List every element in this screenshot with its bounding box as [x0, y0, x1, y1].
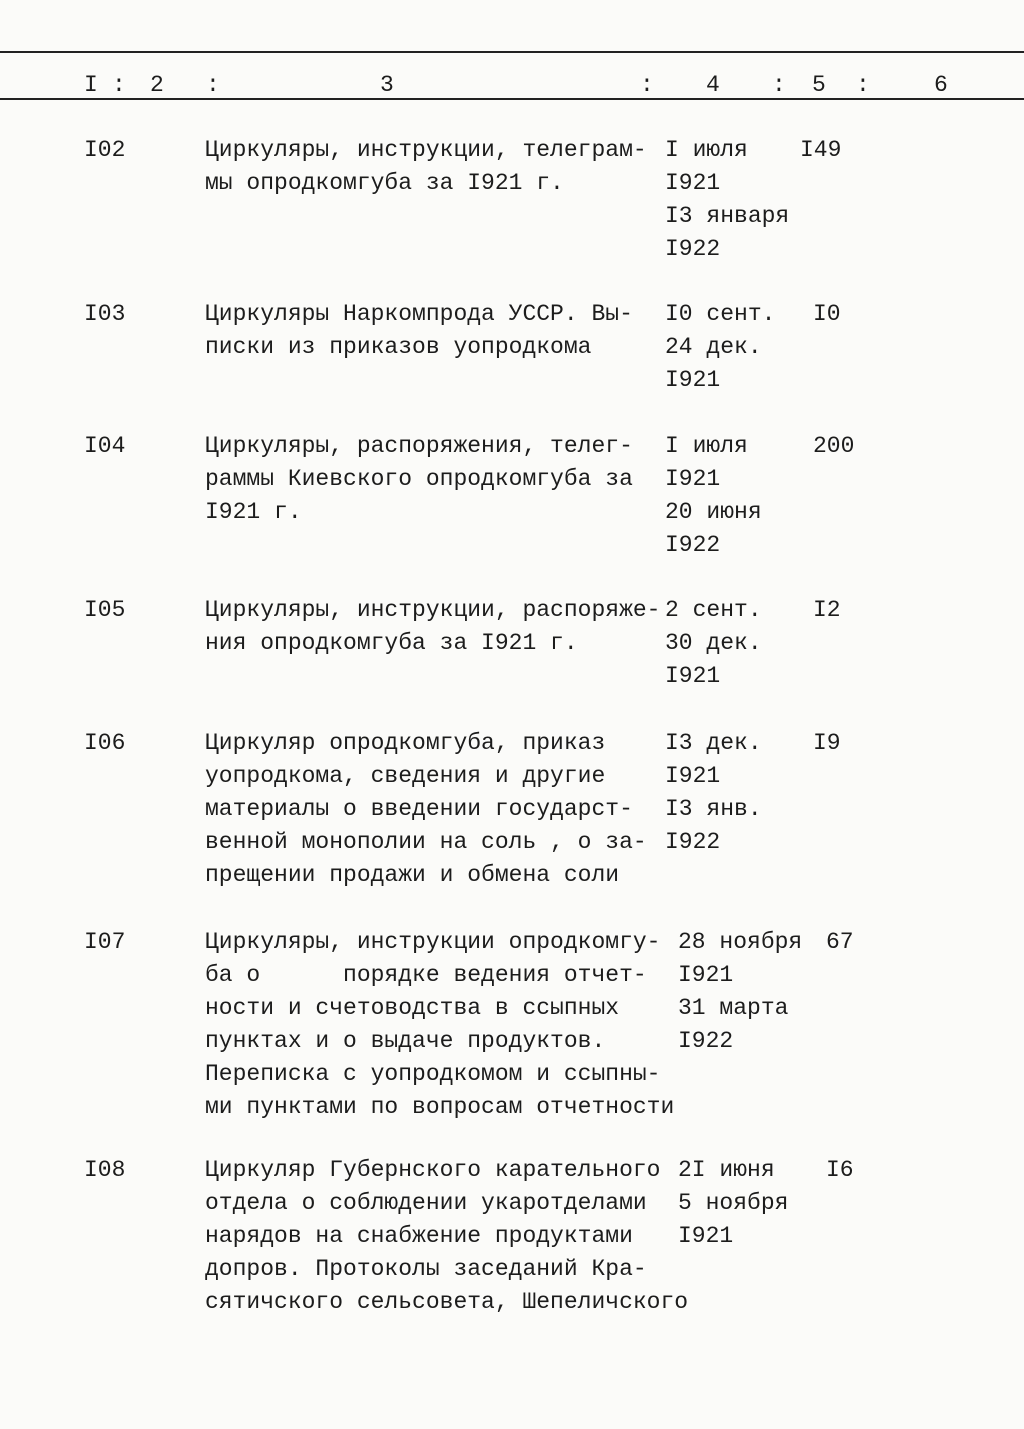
entry-number: I07 — [84, 929, 126, 955]
entry-title-line: Циркуляры, распоряжения, телег- — [205, 433, 633, 459]
col-2: 2 — [150, 72, 164, 98]
col-4: 4 — [706, 72, 720, 98]
entry-title-line: I921 г. — [205, 499, 302, 525]
entry-title-line: Циркуляр опродкомгуба, приказ — [205, 730, 606, 756]
col-5: 5 — [812, 72, 826, 98]
entry-dates — [665, 430, 762, 562]
entry-title-line: венной монополии на соль , о за- — [205, 829, 647, 855]
entry-dates-line: I921 — [678, 962, 734, 988]
entry-sheets: I6 — [826, 1157, 854, 1183]
entry-title — [205, 430, 633, 529]
sep: : — [112, 72, 126, 98]
entry-title — [205, 727, 647, 892]
entry-title-line: Циркуляры, инструкции, телеграм- — [205, 137, 647, 163]
entry-dates-line: 31 марта — [678, 995, 789, 1021]
entry-dates-line: I3 января — [665, 203, 790, 229]
entry-title-line: уопродкома, сведения и другие — [205, 763, 606, 789]
entry-dates-line: 20 июня — [665, 499, 762, 525]
entry-dates-line: 2I июня — [678, 1157, 775, 1183]
entry-dates — [665, 727, 762, 859]
entry-dates-line: I921 — [665, 663, 721, 689]
entry-dates-line: I921 — [665, 367, 721, 393]
entry-title-line: прещении продажи и обмена соли — [205, 862, 620, 888]
entry-dates — [665, 134, 789, 266]
entry-dates-line: I922 — [665, 829, 721, 855]
entry-title-line: ности и счетоводства в ссыпных — [205, 995, 620, 1021]
entry-dates-line: I921 — [665, 763, 721, 789]
entry-title-line: отдела о соблюдении укаротделами — [205, 1190, 647, 1216]
entry-title-line: ния опродкомгуба за I921 г. — [205, 630, 578, 656]
entry-sheets: I2 — [813, 597, 841, 623]
entry-title-line: Циркуляры, инструкции опродкомгу- — [205, 929, 661, 955]
top-rule — [0, 51, 1024, 53]
sep: : — [772, 72, 786, 98]
entry-title — [205, 298, 633, 364]
entry-number: I06 — [84, 730, 126, 756]
entry-dates-line: I3 дек. — [665, 730, 762, 756]
sep: : — [856, 72, 870, 98]
entry-dates-line: I921 — [665, 170, 721, 196]
header-rule — [0, 98, 1024, 100]
entry-title-line: сятичского сельсовета, Шепеличского — [205, 1289, 689, 1315]
entry-title-line: материалы о введении государст- — [205, 796, 633, 822]
entry-number: I08 — [84, 1157, 126, 1183]
sep: : — [206, 72, 220, 98]
entry-number: I02 — [84, 137, 126, 163]
entry-title-line: пунктах и о выдаче продуктов. — [205, 1028, 606, 1054]
entry-sheets: I49 — [800, 137, 842, 163]
entry-dates-line: 2 сент. — [665, 597, 762, 623]
entry-title-line: допров. Протоколы заседаний Кра- — [205, 1256, 647, 1282]
entry-dates-line: I июля — [665, 137, 748, 163]
entry-title — [205, 1154, 688, 1319]
entry-number: I04 — [84, 433, 126, 459]
entry-dates-line: 24 дек. — [665, 334, 762, 360]
entry-number: I05 — [84, 597, 126, 623]
entry-sheets: 200 — [813, 433, 855, 459]
entry-dates — [678, 1154, 788, 1253]
entry-dates — [665, 594, 762, 693]
entry-title-line: Переписка с уопродкомом и ссыпны- — [205, 1061, 661, 1087]
entry-sheets: 67 — [826, 929, 854, 955]
entry-number: I03 — [84, 301, 126, 327]
sep: : — [640, 72, 654, 98]
entry-dates-line: I921 — [678, 1223, 734, 1249]
entry-dates — [678, 926, 802, 1058]
entry-sheets: I0 — [813, 301, 841, 327]
entry-dates-line: 30 дек. — [665, 630, 762, 656]
entry-dates-line: I921 — [665, 466, 721, 492]
entry-title-line: нарядов на снабжение продуктами — [205, 1223, 633, 1249]
entry-dates-line: 28 ноября — [678, 929, 803, 955]
col-1: I — [84, 72, 98, 98]
col-3: 3 — [380, 72, 394, 98]
entry-title-line: Циркуляр Губернского карательного — [205, 1157, 661, 1183]
entry-title — [205, 926, 674, 1124]
entry-dates-line: I922 — [678, 1028, 734, 1054]
entry-title — [205, 594, 660, 660]
entry-dates-line: I922 — [665, 532, 721, 558]
entry-title-line: писки из приказов уопродкома — [205, 334, 592, 360]
entry-title-line: Циркуляры Наркомпрода УССР. Вы- — [205, 301, 633, 327]
entry-title-line: ми пунктами по вопросам отчетности — [205, 1094, 675, 1120]
entry-title-line: мы опродкомгуба за I921 г. — [205, 170, 564, 196]
entry-title-line: раммы Киевского опродкомгуба за — [205, 466, 633, 492]
entry-dates-line: I3 янв. — [665, 796, 762, 822]
col-6: 6 — [934, 72, 948, 98]
entry-title-line: Циркуляры, инструкции, распоряже- — [205, 597, 661, 623]
entry-dates-line: I июля — [665, 433, 748, 459]
entry-title-line: ба о порядке ведения отчет- — [205, 962, 647, 988]
entry-dates-line: 5 ноября — [678, 1190, 789, 1216]
entry-sheets: I9 — [813, 730, 841, 756]
entry-title — [205, 134, 647, 200]
entry-dates — [665, 298, 775, 397]
entry-dates-line: I0 сент. — [665, 301, 776, 327]
entry-dates-line: I922 — [665, 236, 721, 262]
